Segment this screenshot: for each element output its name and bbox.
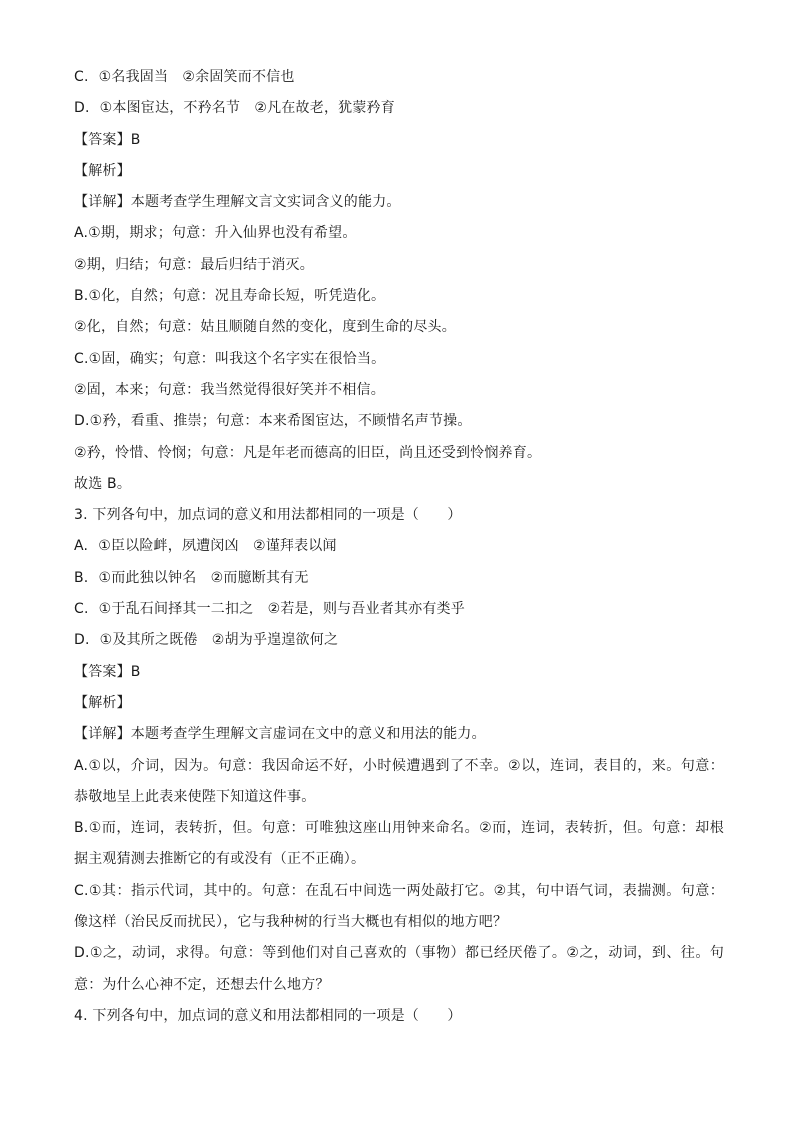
q3-analysis-label: 【解析】: [74, 694, 131, 711]
q2-explanation-line: ②固，本来；句意：我当然觉得很好笑并不相信。: [74, 381, 385, 398]
q3-explanation-intro: 【详解】本题考查学生理解文言虚词在文中的意义和用法的能力。: [74, 726, 486, 743]
q3-explanation-c: C.①其：指示代词，其中的。句意：在乱石中间选一两处敲打它。②其，句中语气词，表揣测。句意：像这样（治民反而扰民），它与我种树的行当大概也有相似的地方吧？: [74, 882, 724, 931]
q2-answer: 【答案】B: [74, 131, 141, 148]
option-text: ①本图宦达，不矜名节 ②凡在故老，犹蒙矜育: [99, 100, 395, 117]
option-text: ①名我固当 ②余固笑而不信也: [98, 69, 295, 85]
q2-analysis-label: 【解析】: [74, 162, 131, 179]
q2-explanation-line: D.①矜，看重、推崇；句意：本来希图宦达，不顾惜名声节操。: [74, 413, 472, 430]
option-text: ①于乱石间择其一二扣之 ②若是，则与吾业者其亦有类乎: [98, 601, 465, 618]
option-letter: A.: [74, 538, 89, 555]
q2-explanation-line: ②化，自然；句意：姑且顺随自然的变化，度到生命的尽头。: [74, 319, 456, 336]
option-letter: C.: [74, 601, 89, 618]
q3-option-d: [74, 625, 724, 656]
option-text: ①及其所之既倦 ②胡为乎遑遑欲何之: [99, 632, 339, 649]
q2-explanation-line: ②期，归结；句意：最后归结于消灭。: [74, 256, 314, 273]
q3-option-a: [74, 531, 724, 562]
q2-option-c: [74, 62, 724, 93]
q3-option-b: [74, 563, 724, 594]
q3-explanation-b: B.①而，连词，表转折，但。句意：可唯独这座山用钟来命名。②而，连词，表转折，但。句意：却根据主观猜测去推断它的有或没有（正不正确）。: [74, 820, 724, 868]
q3-option-c: [74, 594, 724, 625]
q3-explanation-d: D.①之，动词，求得。句意：等到他们对自己喜欢的（事物）都已经厌倦了。②之，动词，到、往。句意：为什么心神不定，还想去什么地方？: [74, 945, 724, 993]
q2-explanation-line: B.①化，自然；句意：况且寿命长短，听凭造化。: [74, 288, 386, 305]
q3-explanation-a: A.①以，介词，因为。句意：我因命运不好，小时候遭遇到了不幸。②以，连词，表目的，来。句意：恭敬地呈上此表来使陛下知道这件事。: [74, 757, 724, 805]
q3-stem: 3. 下列各句中，加点词的意义和用法都相同的一项是（ ）: [74, 507, 462, 524]
option-text: ①臣以险衅，夙遭闵凶 ②谨拜表以闻: [98, 538, 337, 555]
option-letter: D.: [74, 632, 90, 649]
q2-explanation-line: 【详解】本题考查学生理解文言文实词含义的能力。: [74, 194, 401, 211]
q3-answer: 【答案】B: [74, 663, 141, 680]
option-letter: C.: [74, 69, 89, 85]
q2-explanation-line: C.①固，确实；句意：叫我这个名字实在很恰当。: [74, 350, 386, 367]
q2-explanation-line: A.①期，期求；句意：升入仙界也没有希望。: [74, 225, 357, 242]
q2-option-d: [74, 93, 724, 124]
q4-stem: 4. 下列各句中，加点词的意义和用法都相同的一项是（ ）: [74, 1007, 462, 1024]
option-text: ①而此独以钟名 ②而臆断其有无: [98, 569, 309, 586]
option-letter: B.: [74, 569, 89, 586]
document-content: [74, 62, 724, 1032]
q2-explanation-line: ②矜，怜惜、怜悯；句意：凡是年老而德高的旧臣，尚且还受到怜悯养育。: [74, 444, 542, 461]
option-letter: D.: [74, 100, 90, 117]
q2-explanation-line: 故选 B。: [74, 475, 132, 492]
